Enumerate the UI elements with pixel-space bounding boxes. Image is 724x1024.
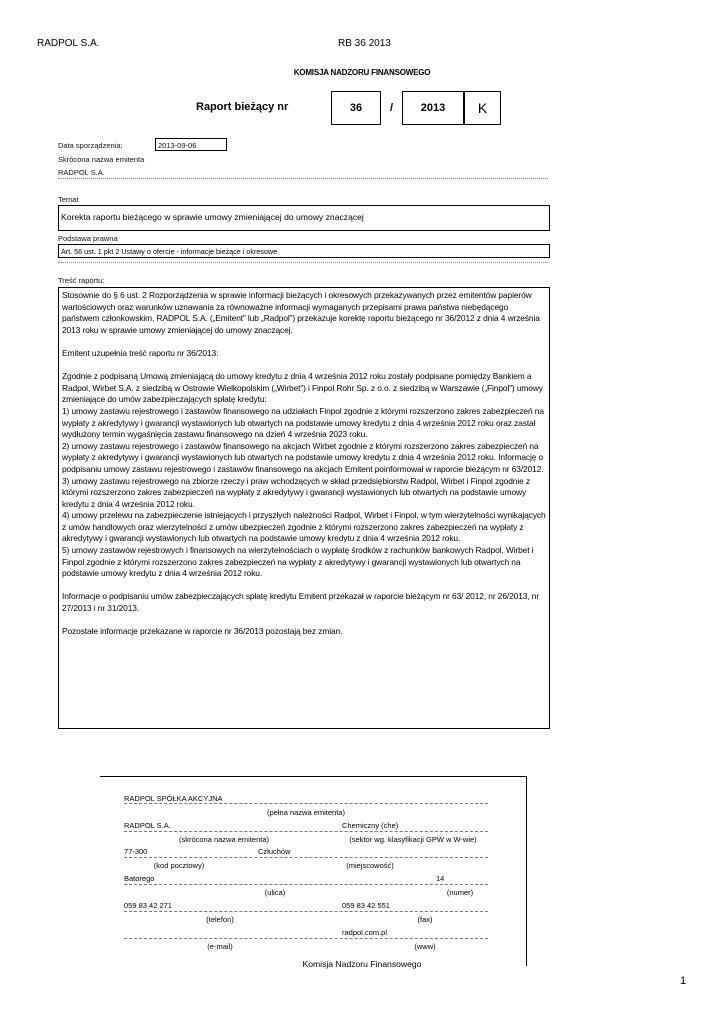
issuer-city: Człuchów [258, 847, 291, 856]
issuer-full-name: RADPOL SPÓŁKA AKCYJNA [124, 794, 223, 803]
issuer-number-caption: (numer) [446, 888, 474, 897]
content-paragraph: 4) umowy przelewu na zabezpieczenie istniejących i przyszłych należności Radpol, Wirbet i Finpol, w tym wierzytelności wynikających z umów handlowych oraz wierzytelności z umów ubezpieczeń zgodnie z którymi rozszerzono zakres zabezpieczeń na wypłaty z akredytywy i gwarancji wystawionych lub otwartych na podstawie umowy kredytu z dnia 4 września 2012 roku. [62, 510, 546, 544]
content-paragraph: Stosownie do § 6 ust. 2 Rozporządzenia w sprawie informacji bieżących i okresowych przekazywanych przez emitentów papierów wartościowych oraz warunków uznawania za równoważne informacji wymaganych przepisami prawa państwa niebędącego państwem członkowskim, RADPOL S.A. („Emitent” lub „Radpol”) przekazuje korektę raportu bieżącego nr 36/2012 z dnia 4 września 2013 roku w sprawie umowy zmieniającej do umowy znaczącej. [62, 290, 540, 335]
content-paragraph: Informacje o podpisaniu umów zabezpieczających spłatę kredytu Emitent przekazał w raporcie bieżącym nr 63/ 2012, nr 26/2013, nr 27/2013 i nr 31/2013. [62, 591, 540, 614]
issuer-number: 14 [436, 874, 445, 883]
legal-basis-label: Podstawa prawna [58, 234, 118, 243]
issuer-phone: 059 83 42 271 [124, 901, 172, 910]
content-paragraph: 2) umowy zastawu rejestrowego i zastawów finansowego na akcjach Wirbet zgodnie z którymi rozszerzono zakres zabezpieczeń na wypłaty z akredytywy i gwarancji wystawionych lub otwartych na podstawie umowy kredytu z dnia 4 września 2012 roku. Informację o podpisaniu umowy zastawu rejestrowego i zastawów finansowego na akcjach Emitent poinformował w raporcie bieżącym nr 63/2012. [62, 440, 544, 474]
content-paragraph: 5) umowy zastawów rejestrowych i finansowych na wierzytelnościach o wypłatę środków z rachunków bankowych Radpol, Wirbet i Finpol zgodnie z którymi rozszerzono zakres zabezpieczeń na wypłaty z akredytywy i gwarancji wystawionych lub otwartych na podstawie umowy kredytu z dnia 4 września 2012 roku. [62, 545, 534, 579]
short-name-value: RADPOL S.A. [58, 168, 105, 177]
header-report-code: RB 36 2013 [338, 38, 391, 49]
issuer-street: Batorego [124, 874, 155, 883]
issuer-postal-code: 77-300 [124, 847, 148, 856]
issuer-phone-caption: (telefon) [206, 915, 234, 924]
footer-caption: Komisja Nadzoru Finansowego [302, 959, 422, 969]
legal-basis-value: Art. 56 ust. 1 pkt 2 Ustawy o ofercie - informacje bieżące i okresowe [58, 244, 550, 258]
issuer-short-name-caption: (skrócona nazwa emitenta) [178, 835, 270, 844]
report-year: 2013 [420, 102, 446, 114]
document-title: KOMISJA NADZORU FINANSOWEGO [293, 68, 431, 77]
content-paragraph: Emitent uzupełnia treść raportu nr 36/2013: [62, 347, 219, 358]
report-label: Raport bieżący nr [196, 101, 289, 113]
report-slash: / [389, 102, 394, 114]
content-paragraph: 3) umowy zastawu rejestrowego na zbiorze rzeczy i praw wchodzących w skład przedsiębiorstw Radpol, Wirbet i Finpol zgodnie z którymi rozszerzono zakres zabezpieczeń na wypłaty z akredytywy i gwarancji wystawionych lub otwartych na podstawie umowy kredytu z dnia 4 września 2012 roku. [62, 475, 530, 509]
page-number: 1 [680, 975, 687, 987]
issuer-full-name-caption: (pełna nazwa emitenta) [267, 808, 345, 817]
content-paragraph: Pozostałe informacje przekazane w raporcie nr 36/2013 pozostają bez zmian. [62, 626, 343, 637]
issuer-city-caption: (miejscowość) [346, 861, 394, 870]
issuer-fax-caption: (fax) [417, 915, 433, 924]
issuer-sector: Chemiczny (che) [342, 821, 399, 830]
subject-value: Korekta raportu bieżącego w sprawie umowy zmieniającej do umowy znaczącej [58, 205, 550, 231]
subject-label: Temat [58, 195, 79, 204]
issuer-street-caption: (ulica) [264, 888, 286, 897]
content-label: Treść raportu: [58, 276, 105, 285]
issuer-fax: 059 83 42 551 [342, 901, 390, 910]
issuer-email-caption: (e-mail) [207, 942, 233, 951]
issuer-sector-caption: (sektor wg. klasyfikacji GPW w W-wie) [349, 835, 477, 844]
header-company: RADPOL S.A. [37, 38, 100, 49]
issuer-postal-code-caption: (kod pocztowy) [153, 861, 205, 870]
content-paragraph: Zgodnie z podpisaną Umową zmieniającą do umowy kredytu z dnia 4 września 2012 roku zostały podpisane pomiędzy Bankiem a Radpol, Wirbet S.A. z siedzibą w Ostrowie Wielkopolskim („Wirbet”) i Finpol Rohr Sp. z o.o. z siedzibą w Warszawie („Finpol”) umowy zmieniające do umów zabezpieczających spłatę kredytu: [62, 371, 543, 405]
report-number: 36 [349, 102, 363, 114]
issuer-short-name: RADPOL S.A. [124, 821, 171, 830]
issuer-www: radpol.com.pl [342, 928, 388, 937]
issuer-www-caption: (www) [414, 942, 436, 951]
date-value: 2013-09-06 [155, 138, 227, 151]
short-name-label: Skrócona nazwa emitenta [58, 155, 145, 164]
content-paragraph: 1) umowy zastawu rejestrowego i zastawów finansowego na udziałach Finpol zgodnie z którymi rozszerzono zakres zabezpieczeń na wypłaty z akredytywy i gwarancji wystawionych lub otwartych na podstawie umowy kredytu z dnia 4 września 2012 roku oraz zastał wydłużony termin wygaśnięcia zastawu finansowego na dzień 4 września 2023 roku. [62, 405, 544, 440]
report-type: K [477, 100, 488, 116]
date-label: Data sporządzenia: [58, 141, 123, 150]
